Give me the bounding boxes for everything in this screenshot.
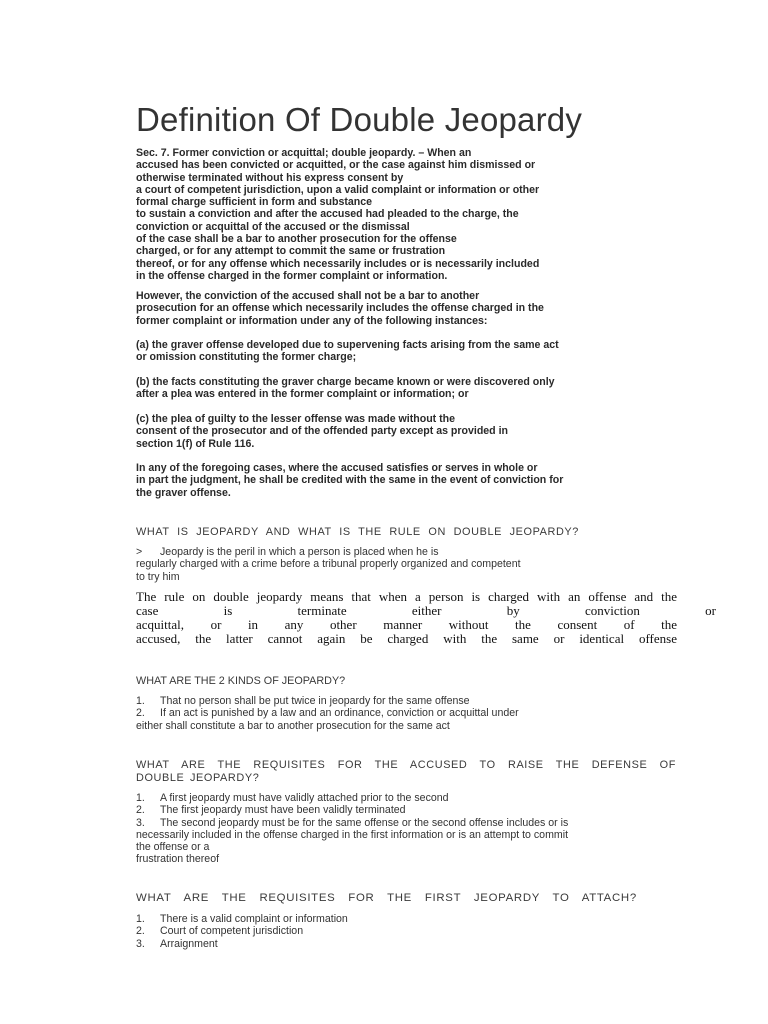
bullet-marker: > [136,546,143,558]
text-line: a court of competent jurisdiction, upon a valid complaint or information or other [136,183,540,196]
text-line: to sustain a conviction and after the accused had pleaded to the charge, the [136,208,519,221]
list-item: 1. A first jeopardy must have validly attached prior to the second [136,792,449,804]
text-line: either shall constitute a bar to another prosecution for the same act [136,719,450,732]
text-line: case is terminate either by conviction or [136,603,716,618]
foregoing-paragraph [136,462,674,499]
list-item: 3. Arraignment [136,937,218,950]
kinds-list [136,695,674,732]
text-line: In any of the foregoing cases, where the accused satisfies or serves in whole or [136,462,538,474]
text-line: accused has been convicted or acquitted, or the case against him dismissed or [136,159,536,172]
question-heading: WHAT ARE THE 2 KINDS OF JEOPARDY? [136,675,346,687]
text-line: of the case shall be a bar to another prosecution for the offense [136,233,457,246]
text-line: The rule on double jeopardy means that when a person is charged with an offense and the [136,589,677,604]
list-item: 2. If an act is punished by a law and an ordinance, conviction or acquittal under [136,707,519,720]
list-item: 1. That no person shall be put twice in jeopardy for the same offense [136,695,470,707]
question-heading [136,759,676,784]
list-item: 1. There is a valid complaint or information [136,913,348,925]
text-line: charged, or for any attempt to commit the same or frustration [136,245,446,258]
text-line: acquittal, or in any other manner without the consent of the [136,617,677,632]
text-line: necessarily included in the offense charged in the first information or is an attempt to commit [136,828,569,841]
text-line: after a plea was entered in the former complaint or information; or [136,388,469,401]
text-line: formal charge sufficient in form and substance [136,196,373,209]
text-line: in part the judgment, he shall be credited with the same in the event of conviction for [136,474,564,487]
text-line: in the offense charged in the former complaint or information. [136,269,448,282]
requisites-defense-list [136,792,674,866]
rule-paragraph [136,589,716,646]
text-line: DOUBLE JEOPARDY? [136,771,260,784]
item-a [136,339,674,364]
text-line: or omission constituting the former charge; [136,351,357,364]
question-heading: WHAT IS JEOPARDY AND WHAT IS THE RULE ON DOUBLE JEOPARDY? [136,526,579,538]
sec7-paragraph [136,147,674,282]
text-line: thereof, or for any offense which necessarily includes or is necessarily included [136,257,540,270]
text-line: regularly charged with a crime before a tribunal properly organized and competent [136,558,521,571]
text-line: former complaint or information under any of the following instances: [136,314,488,327]
question-heading: WHAT ARE THE REQUISITES FOR THE FIRST JEOPARDY TO ATTACH? [136,892,637,904]
text-line: conviction or acquittal of the accused or the dismissal [136,220,410,233]
text-line: section 1(f) of Rule 116. [136,437,255,450]
however-paragraph [136,290,674,327]
text-line: the graver offense. [136,486,231,499]
jeopardy-definition [136,546,674,583]
text-line: accused, the latter cannot again be charged with the same or identical offense [136,631,677,646]
text-line: (c) the plea of guilty to the lesser offense was made without the [136,413,456,425]
text-line: the offense or a [136,841,210,854]
text-line: consent of the prosecutor and of the offended party except as provided in [136,425,509,438]
page-title: Definition Of Double Jeopardy [136,101,583,138]
requisites-attach-list [136,913,674,950]
text-line: otherwise terminated without his express consent by [136,171,404,184]
text-line: WHAT ARE THE REQUISITES FOR THE ACCUSED TO RAISE THE DEFENSE OF [136,759,676,771]
list-item: 2. The first jeopardy must have been validly terminated [136,804,406,817]
item-b [136,376,674,401]
text-line: frustration thereof [136,853,220,866]
text-line: prosecution for an offense which necessarily includes the offense charged in the [136,302,544,315]
text-line: Jeopardy is the peril in which a person is placed when he is [160,546,439,558]
list-item: 3. The second jeopardy must be for the same offense or the second offense includes or is [136,816,569,829]
list-item: 2. Court of competent jurisdiction [136,925,304,938]
text-line: to try him [136,570,180,583]
text-line: However, the conviction of the accused shall not be a bar to another [136,290,480,302]
text-line: (a) the graver offense developed due to supervening facts arising from the same act [136,339,559,351]
text-line: Sec. 7. Former conviction or acquittal; double jeopardy. – When an [136,147,472,159]
item-c [136,413,674,450]
text-line: (b) the facts constituting the graver charge became known or were discovered only [136,376,555,388]
